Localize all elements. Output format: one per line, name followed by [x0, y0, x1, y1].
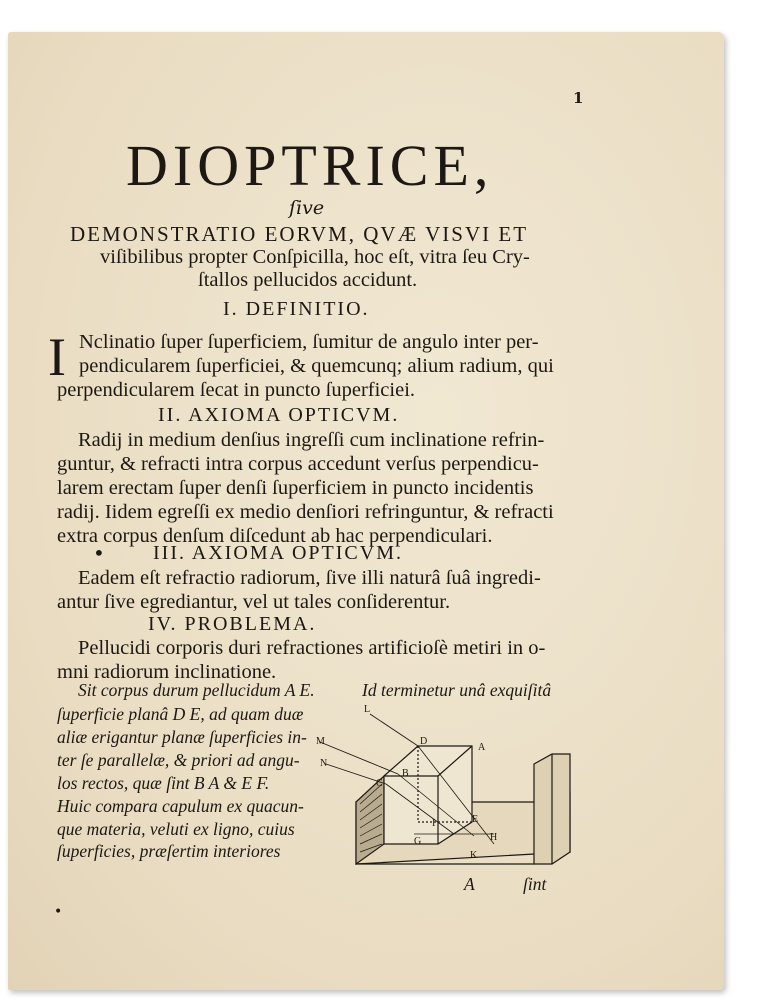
bullet-mark: • — [93, 541, 105, 565]
section-heading-axioma-3: III. AXIOMA OPTICVM. — [153, 542, 403, 564]
text-line: Radij in medium denſius ingreſſi cum inclinatione refrin- — [78, 429, 545, 451]
text-line: perpendicularem ſecat in puncto ſuperficiei. — [57, 379, 416, 401]
section-heading-axioma-2: II. AXIOMA OPTICVM. — [158, 404, 400, 426]
figure-label: M — [316, 736, 325, 747]
text-line: pendicularem ſuperficiei, & quemcunq; alium radium, qui — [79, 355, 554, 377]
figure-label: N — [320, 758, 328, 769]
page-title: DIOPTRICE, — [126, 133, 494, 198]
italic-line: Id terminetur unâ exquiſitâ — [362, 680, 552, 700]
section-heading-definitio: I. DEFINITIO. — [223, 298, 370, 320]
italic-line: ſuperficie planâ D E, ad quam duæ — [57, 704, 304, 724]
text-line: extra corpus denſum diſcedunt ab hac perpendiculari. — [57, 525, 493, 547]
text-line: Nclinatio ſuper ſuperficiem, ſumitur de angulo inter per- — [79, 331, 539, 353]
italic-line: que materia, veluti ex ligno, cuius — [57, 819, 295, 839]
figure-label: A — [478, 742, 486, 753]
catchword: ſint — [523, 874, 547, 894]
refraction-diagram — [314, 704, 574, 876]
italic-line: aliæ erigantur planæ ſuperficies in- — [57, 727, 307, 747]
stray-mark: • — [54, 904, 63, 920]
figure-label: I — [432, 818, 436, 829]
subtitle-line: viſibilibus propter Conſpicilla, hoc eſt, vitra ſeu Cry- — [100, 246, 530, 268]
figure-label: D — [420, 736, 428, 747]
figure-label: H — [490, 832, 498, 843]
italic-line: ter ſe parallelæ, & priori ad angu- — [57, 750, 300, 770]
figure-label: K — [470, 850, 478, 861]
text-line: guntur, & refracti intra corpus accedunt verſus perpendicu- — [57, 453, 539, 475]
subtitle-line: DEMONSTRATIO EORVM, QVÆ VISVI ET — [70, 222, 529, 246]
text-line: larem erectam ſuper denſi ſuperficiem in puncto incidentis — [57, 477, 534, 499]
catchword: A — [464, 874, 475, 894]
page-number: 1 — [573, 89, 584, 107]
figure-label: C — [376, 778, 383, 789]
text-line: Pellucidi corporis duri refractiones artificioſè metiri in o- — [78, 637, 546, 659]
text-line: Eadem eſt refractio radiorum, ſive illi naturâ ſuâ ingredi- — [78, 567, 541, 589]
drop-cap: I — [48, 327, 66, 387]
title-connector: ſive — [289, 197, 325, 219]
text-line: mni radiorum inclinatione. — [57, 661, 277, 683]
figure-label: E — [472, 814, 479, 825]
figure-label: G — [414, 836, 422, 847]
text-line: radij. Iidem egreſſi ex medio denſiori refringuntur, & refracti — [57, 501, 554, 523]
italic-line: los rectos, quæ ſint B A & E F. — [57, 773, 270, 793]
figure-label: B — [402, 768, 409, 779]
italic-line: ſuperficies, præſertim interiores — [57, 841, 281, 861]
figure-label: L — [364, 704, 371, 715]
book-page — [8, 32, 724, 990]
italic-line: Sit corpus durum pellucidum A E. — [78, 680, 315, 700]
text-line: antur ſive egrediantur, vel ut tales conſiderentur. — [57, 591, 451, 613]
subtitle-line: ſtallos pellucidos accidunt. — [198, 269, 418, 291]
section-heading-problema: IV. PROBLEMA. — [148, 613, 317, 635]
italic-line: Huic compara capulum ex quacun- — [57, 796, 304, 816]
